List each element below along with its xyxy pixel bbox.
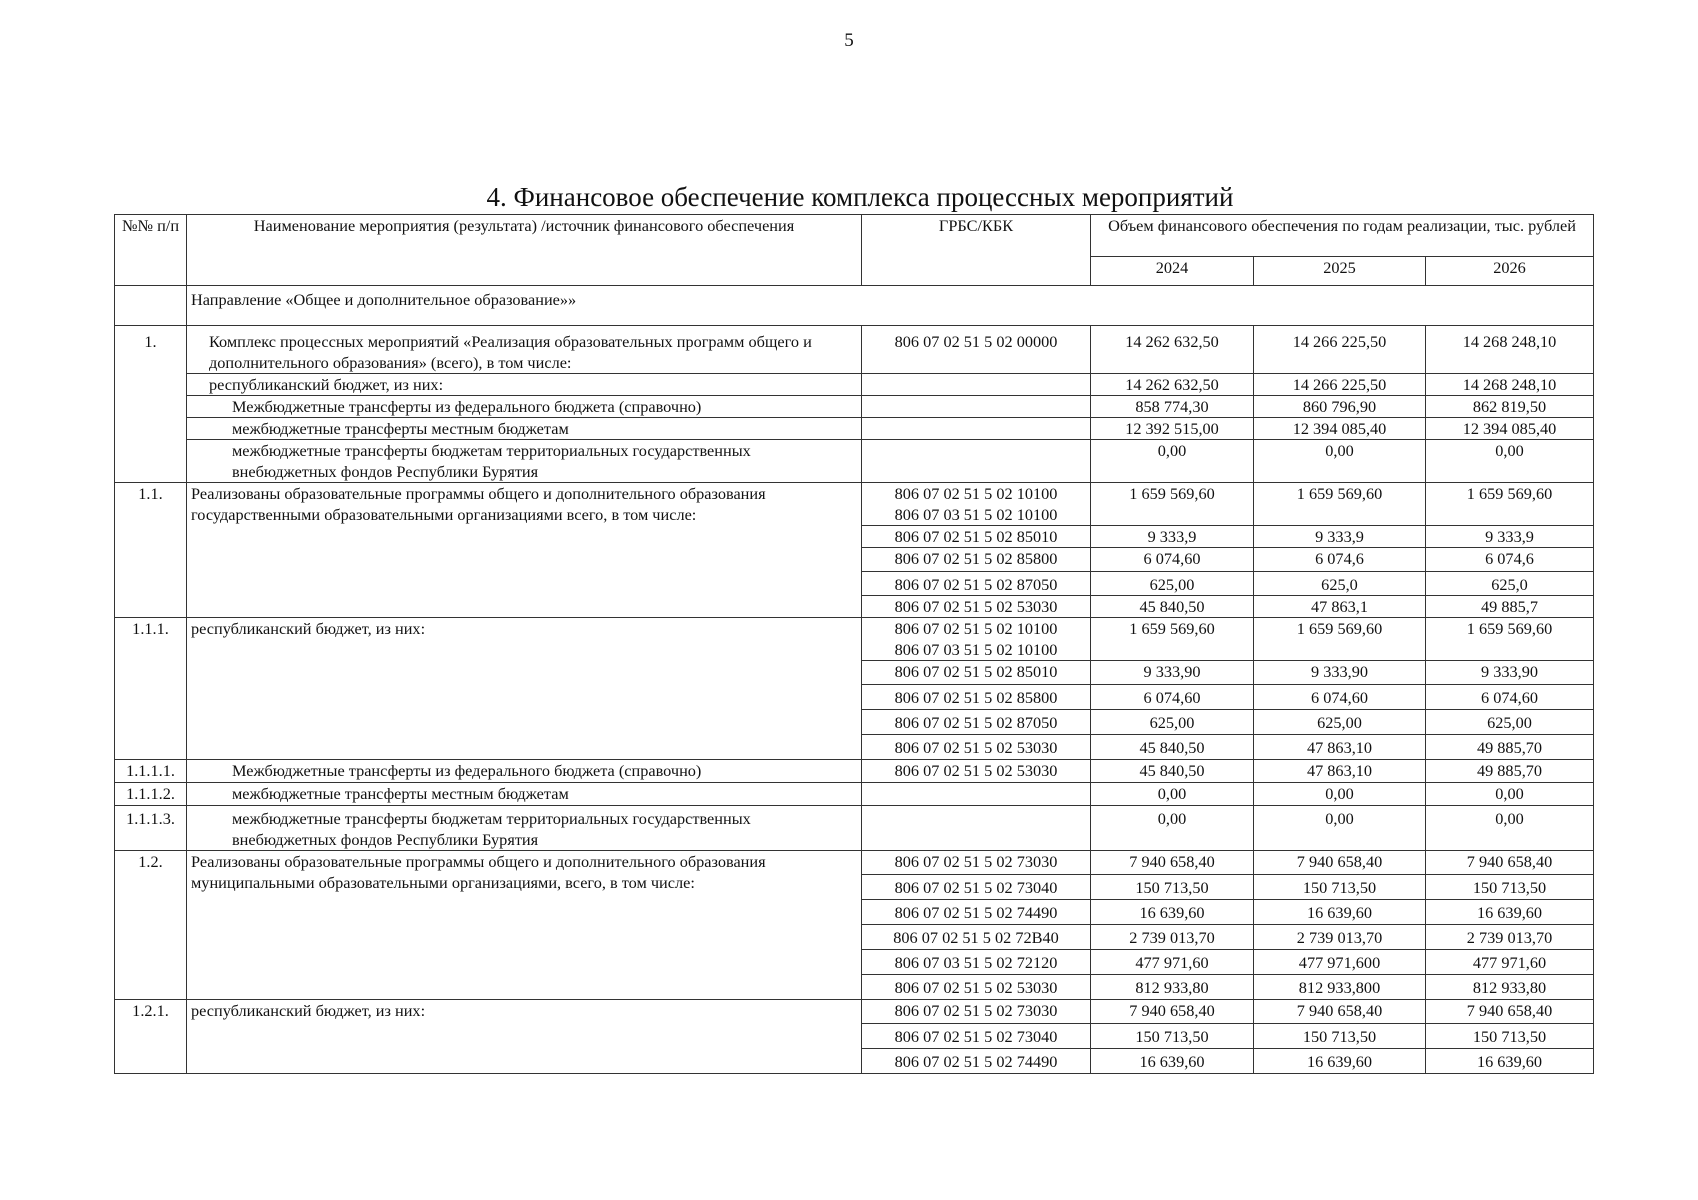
row-code [862, 806, 1091, 851]
row-num: 1.1. [115, 483, 187, 618]
value-2025: 14 266 225,50 [1254, 374, 1426, 396]
table-row [115, 374, 1594, 396]
row-code-line: 806 07 03 51 5 02 10100 [894, 640, 1058, 659]
row-code: 806 07 02 51 5 02 87050 [862, 572, 1091, 596]
row-name: республиканский бюджет, из них: [187, 618, 862, 760]
value-2024: 812 933,80 [1091, 975, 1254, 1000]
value-2024: 16 639,60 [1091, 1049, 1254, 1074]
value-2025: 9 333,9 [1254, 526, 1426, 548]
value-2024: 625,00 [1091, 572, 1254, 596]
value-2025: 150 713,50 [1254, 1024, 1426, 1049]
row-num: 1.1.1. [115, 618, 187, 760]
value-2024: 150 713,50 [1091, 875, 1254, 900]
row-num: 1. [115, 326, 187, 483]
row-name: Реализованы образовательные программы общего и дополнительного образования государственными образовательными организациями всего, в том числе: [187, 483, 862, 618]
value-2025: 625,0 [1254, 572, 1426, 596]
direction-label: Направление «Общее и дополнительное образование»» [187, 286, 1594, 326]
value-2024: 9 333,90 [1091, 661, 1254, 685]
cell-empty [115, 286, 187, 326]
row-code [862, 483, 1091, 526]
value-2024: 2 739 013,70 [1091, 925, 1254, 950]
header-year-2026: 2026 [1426, 257, 1594, 286]
row-code: 806 07 02 51 5 02 85800 [862, 548, 1091, 572]
row-code-line: 806 07 02 51 5 02 10100 [894, 619, 1058, 638]
row-code: 806 07 02 51 5 02 73030 [862, 851, 1091, 875]
row-code: 806 07 02 51 5 02 85010 [862, 526, 1091, 548]
table-row [115, 1000, 1594, 1024]
row-name: межбюджетные трансферты бюджетам территориальных государственных внебюджетных фондов Республики Бурятия [187, 806, 862, 851]
value-2025: 47 863,10 [1254, 735, 1426, 760]
value-2024: 9 333,9 [1091, 526, 1254, 548]
value-2024: 1 659 569,60 [1091, 483, 1254, 526]
value-2024: 0,00 [1091, 440, 1254, 483]
row-code: 806 07 02 51 5 02 74490 [862, 900, 1091, 925]
row-num: 1.2. [115, 851, 187, 1000]
value-2024: 150 713,50 [1091, 1024, 1254, 1049]
row-code-line: 806 07 02 51 5 02 10100 [894, 484, 1058, 503]
header-num: №№ п/п [115, 215, 187, 286]
value-2025: 14 266 225,50 [1254, 326, 1426, 374]
value-2024: 1 659 569,60 [1091, 618, 1254, 661]
table-row [115, 483, 1594, 526]
row-code: 806 07 02 51 5 02 87050 [862, 710, 1091, 735]
value-2026: 625,0 [1426, 572, 1594, 596]
row-code [862, 418, 1091, 440]
row-code: 806 07 02 51 5 02 73030 [862, 1000, 1091, 1024]
page-number: 5 [844, 30, 854, 51]
table-row [115, 326, 1594, 374]
value-2026: 862 819,50 [1426, 396, 1594, 418]
table-row [115, 851, 1594, 875]
row-num: 1.1.1.2. [115, 783, 187, 806]
value-2024: 12 392 515,00 [1091, 418, 1254, 440]
value-2026: 49 885,7 [1426, 596, 1594, 618]
value-2024: 6 074,60 [1091, 548, 1254, 572]
value-2026: 1 659 569,60 [1426, 483, 1594, 526]
header-code: ГРБС/КБК [862, 215, 1091, 286]
table-row [115, 806, 1594, 851]
value-2025: 2 739 013,70 [1254, 925, 1426, 950]
row-code [862, 783, 1091, 806]
value-2025: 47 863,1 [1254, 596, 1426, 618]
value-2026: 7 940 658,40 [1426, 851, 1594, 875]
value-2025: 6 074,60 [1254, 685, 1426, 710]
row-name: республиканский бюджет, из них: [187, 374, 862, 396]
value-2025: 47 863,10 [1254, 760, 1426, 783]
value-2026: 2 739 013,70 [1426, 925, 1594, 950]
row-code: 806 07 02 51 5 02 72В40 [862, 925, 1091, 950]
row-name: межбюджетные трансферты бюджетам территориальных государственных внебюджетных фондов Республики Бурятия [187, 440, 862, 483]
value-2024: 45 840,50 [1091, 596, 1254, 618]
table-row [115, 618, 1594, 661]
value-2025: 150 713,50 [1254, 875, 1426, 900]
table-row [115, 396, 1594, 418]
header-year-2024: 2024 [1091, 257, 1254, 286]
row-code [862, 374, 1091, 396]
value-2026: 625,00 [1426, 710, 1594, 735]
row-code: 806 07 02 51 5 02 85010 [862, 661, 1091, 685]
table-row [115, 783, 1594, 806]
row-num: 1.2.1. [115, 1000, 187, 1074]
row-num: 1.1.1.1. [115, 760, 187, 783]
section-title: 4. Финансовое обеспечение комплекса процессных мероприятий [486, 182, 1234, 212]
value-2025: 860 796,90 [1254, 396, 1426, 418]
row-code: 806 07 02 51 5 02 74490 [862, 1049, 1091, 1074]
value-2026: 49 885,70 [1426, 760, 1594, 783]
value-2025: 477 971,600 [1254, 950, 1426, 975]
value-2026: 16 639,60 [1426, 900, 1594, 925]
value-2025: 7 940 658,40 [1254, 851, 1426, 875]
value-2024: 16 639,60 [1091, 900, 1254, 925]
value-2026: 150 713,50 [1426, 875, 1594, 900]
value-2026: 812 933,80 [1426, 975, 1594, 1000]
value-2026: 1 659 569,60 [1426, 618, 1594, 661]
value-2026: 0,00 [1426, 806, 1594, 851]
row-code: 806 07 02 51 5 02 73040 [862, 1024, 1091, 1049]
row-name: межбюджетные трансферты местным бюджетам [187, 783, 862, 806]
value-2026: 150 713,50 [1426, 1024, 1594, 1049]
value-2025: 12 394 085,40 [1254, 418, 1426, 440]
value-2026: 477 971,60 [1426, 950, 1594, 975]
table-row [115, 418, 1594, 440]
row-code: 806 07 02 51 5 02 85800 [862, 685, 1091, 710]
value-2024: 14 262 632,50 [1091, 374, 1254, 396]
value-2025: 16 639,60 [1254, 900, 1426, 925]
value-2024: 6 074,60 [1091, 685, 1254, 710]
row-name: Реализованы образовательные программы общего и дополнительного образования муниципальными образовательными организациями, всего, в том числе: [187, 851, 862, 1000]
row-num: 1.1.1.3. [115, 806, 187, 851]
value-2026: 0,00 [1426, 783, 1594, 806]
value-2025: 7 940 658,40 [1254, 1000, 1426, 1024]
value-2024: 14 262 632,50 [1091, 326, 1254, 374]
value-2024: 7 940 658,40 [1091, 851, 1254, 875]
value-2024: 625,00 [1091, 710, 1254, 735]
value-2026: 14 268 248,10 [1426, 374, 1594, 396]
value-2025: 812 933,800 [1254, 975, 1426, 1000]
value-2025: 16 639,60 [1254, 1049, 1426, 1074]
row-code [862, 440, 1091, 483]
value-2025: 625,00 [1254, 710, 1426, 735]
value-2026: 16 639,60 [1426, 1049, 1594, 1074]
value-2026: 49 885,70 [1426, 735, 1594, 760]
header-name: Наименование мероприятия (результата) /источник финансового обеспечения [187, 215, 862, 286]
row-code: 806 07 03 51 5 02 72120 [862, 950, 1091, 975]
value-2026: 12 394 085,40 [1426, 418, 1594, 440]
value-2025: 9 333,90 [1254, 661, 1426, 685]
value-2026: 6 074,6 [1426, 548, 1594, 572]
value-2026: 9 333,90 [1426, 661, 1594, 685]
value-2024: 45 840,50 [1091, 760, 1254, 783]
value-2025: 1 659 569,60 [1254, 618, 1426, 661]
value-2024: 0,00 [1091, 783, 1254, 806]
value-2025: 0,00 [1254, 806, 1426, 851]
value-2024: 858 774,30 [1091, 396, 1254, 418]
value-2024: 477 971,60 [1091, 950, 1254, 975]
value-2025: 0,00 [1254, 783, 1426, 806]
value-2026: 7 940 658,40 [1426, 1000, 1594, 1024]
value-2024: 0,00 [1091, 806, 1254, 851]
table-row [115, 760, 1594, 783]
value-2024: 45 840,50 [1091, 735, 1254, 760]
row-name: Межбюджетные трансферты из федерального бюджета (справочно) [187, 396, 862, 418]
row-code: 806 07 02 51 5 02 53030 [862, 596, 1091, 618]
row-code [862, 396, 1091, 418]
row-name: республиканский бюджет, из них: [187, 1000, 862, 1074]
value-2026: 6 074,60 [1426, 685, 1594, 710]
row-name: Межбюджетные трансферты из федерального бюджета (справочно) [187, 760, 862, 783]
value-2025: 1 659 569,60 [1254, 483, 1426, 526]
row-code: 806 07 02 51 5 02 53030 [862, 760, 1091, 783]
row-name: межбюджетные трансферты местным бюджетам [187, 418, 862, 440]
header-volume: Объем финансового обеспечения по годам реализации, тыс. рублей [1091, 215, 1594, 257]
row-code: 806 07 02 51 5 02 53030 [862, 735, 1091, 760]
row-code: 806 07 02 51 5 02 00000 [862, 326, 1091, 374]
value-2026: 0,00 [1426, 440, 1594, 483]
table-row [115, 440, 1594, 483]
row-code [862, 618, 1091, 661]
value-2025: 0,00 [1254, 440, 1426, 483]
value-2026: 9 333,9 [1426, 526, 1594, 548]
financing-table [114, 214, 1594, 1074]
value-2024: 7 940 658,40 [1091, 1000, 1254, 1024]
row-code-line: 806 07 03 51 5 02 10100 [894, 505, 1058, 524]
value-2025: 6 074,6 [1254, 548, 1426, 572]
value-2026: 14 268 248,10 [1426, 326, 1594, 374]
row-code: 806 07 02 51 5 02 53030 [862, 975, 1091, 1000]
row-code: 806 07 02 51 5 02 73040 [862, 875, 1091, 900]
header-year-2025: 2025 [1254, 257, 1426, 286]
row-name: Комплекс процессных мероприятий «Реализация образовательных программ общего и дополнительного образования» (всего), в том числе: [187, 326, 862, 374]
